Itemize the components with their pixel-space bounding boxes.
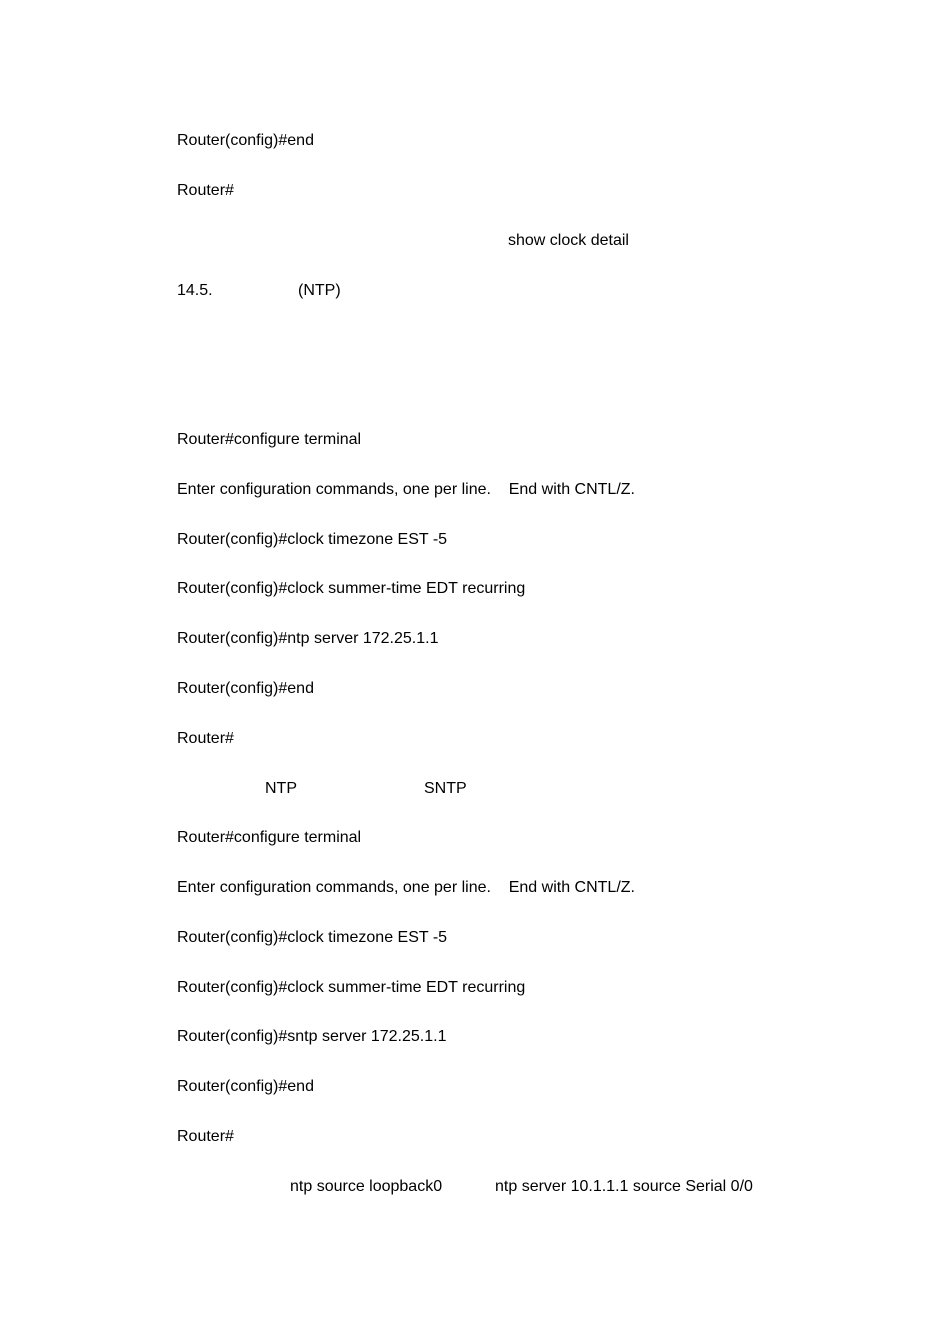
config-line: Router(config)#clock summer-time EDT recurring [177,979,526,996]
ntp-server-source-command: ntp server 10.1.1.1 source Serial 0/0 [495,1178,753,1195]
show-clock-detail-command: show clock detail [508,232,629,249]
ntp-term: NTP [265,780,297,797]
config-line: Router#configure terminal [177,829,362,846]
router-prompt: Router# [177,1128,234,1145]
router-prompt: Router# [177,182,234,199]
config-line: Router#configure terminal [177,431,362,448]
config-line-end: Router(config)#end [177,132,314,149]
config-line: Router(config)#clock summer-time EDT recurring [177,580,526,597]
sntp-term: SNTP [424,780,467,797]
config-line: Router(config)#end [177,1078,314,1095]
router-prompt: Router# [177,730,234,747]
config-line: Enter configuration commands, one per line. End with CNTL/Z. [177,879,635,896]
section-title: (NTP) [298,282,341,299]
config-line: Router(config)#clock timezone EST -5 [177,531,448,548]
config-line: Router(config)#end [177,680,314,697]
ntp-source-command: ntp source loopback0 [290,1178,443,1195]
config-line: Router(config)#sntp server 172.25.1.1 [177,1028,447,1045]
section-number: 14.5. [177,282,213,299]
config-line: Router(config)#ntp server 172.25.1.1 [177,630,439,647]
config-line: Router(config)#clock timezone EST -5 [177,929,448,946]
config-line: Enter configuration commands, one per line. End with CNTL/Z. [177,481,635,498]
